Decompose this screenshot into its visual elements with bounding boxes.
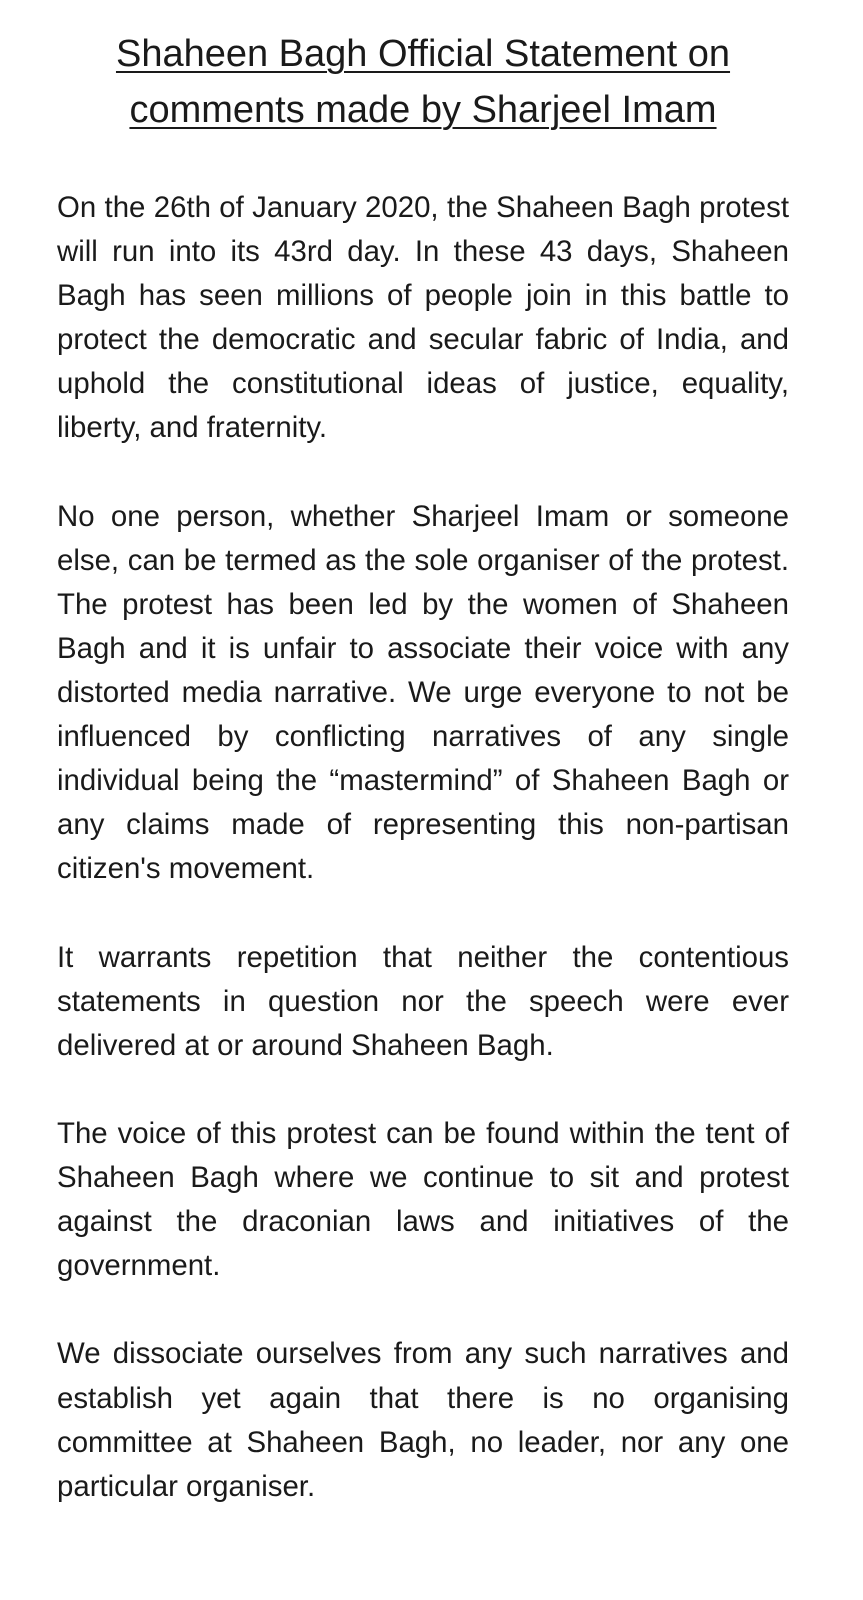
- paragraph-dissociation: We dissociate ourselves from any such narratives and establish yet again that there is no organising committee at Shaheen Bagh, no leader, nor any one particular organiser.: [57, 1337, 789, 1503]
- statement-document: [57, 26, 789, 1509]
- paragraph-speech-location: It warrants repetition that neither the contentious statements in question nor the speech were ever delivered at or around Shaheen Bagh.: [57, 940, 789, 1062]
- paragraph-protest-duration: On the 26th of January 2020, the Shaheen Bagh protest will run into its 43rd day. In these 43 days, Shaheen Bagh has seen millions of people join in this battle to protect the democratic and secular fabric of India, and uphold the constitutional ideas of justice, equality, liberty, and fraternity.: [57, 191, 789, 445]
- paragraph-no-sole-organiser: No one person, whether Sharjeel Imam or someone else, can be termed as the sole organiser of the protest. The protest has been led by the women of Shaheen Bagh and it is unfair to associate their voice with any distorted media narrative. We urge everyone to not be influenced by conflicting narratives of any single individual being the “mastermind” of Shaheen Bagh or any claims made of representing this non-partisan citizen's movement.: [57, 499, 789, 886]
- document-title: Shaheen Bagh Official Statement on comments made by Sharjeel Imam: [115, 33, 731, 131]
- paragraph-voice-of-protest: The voice of this protest can be found within the tent of Shaheen Bagh where we continue to sit and protest against the draconian laws and initiatives of the government.: [57, 1116, 789, 1283]
